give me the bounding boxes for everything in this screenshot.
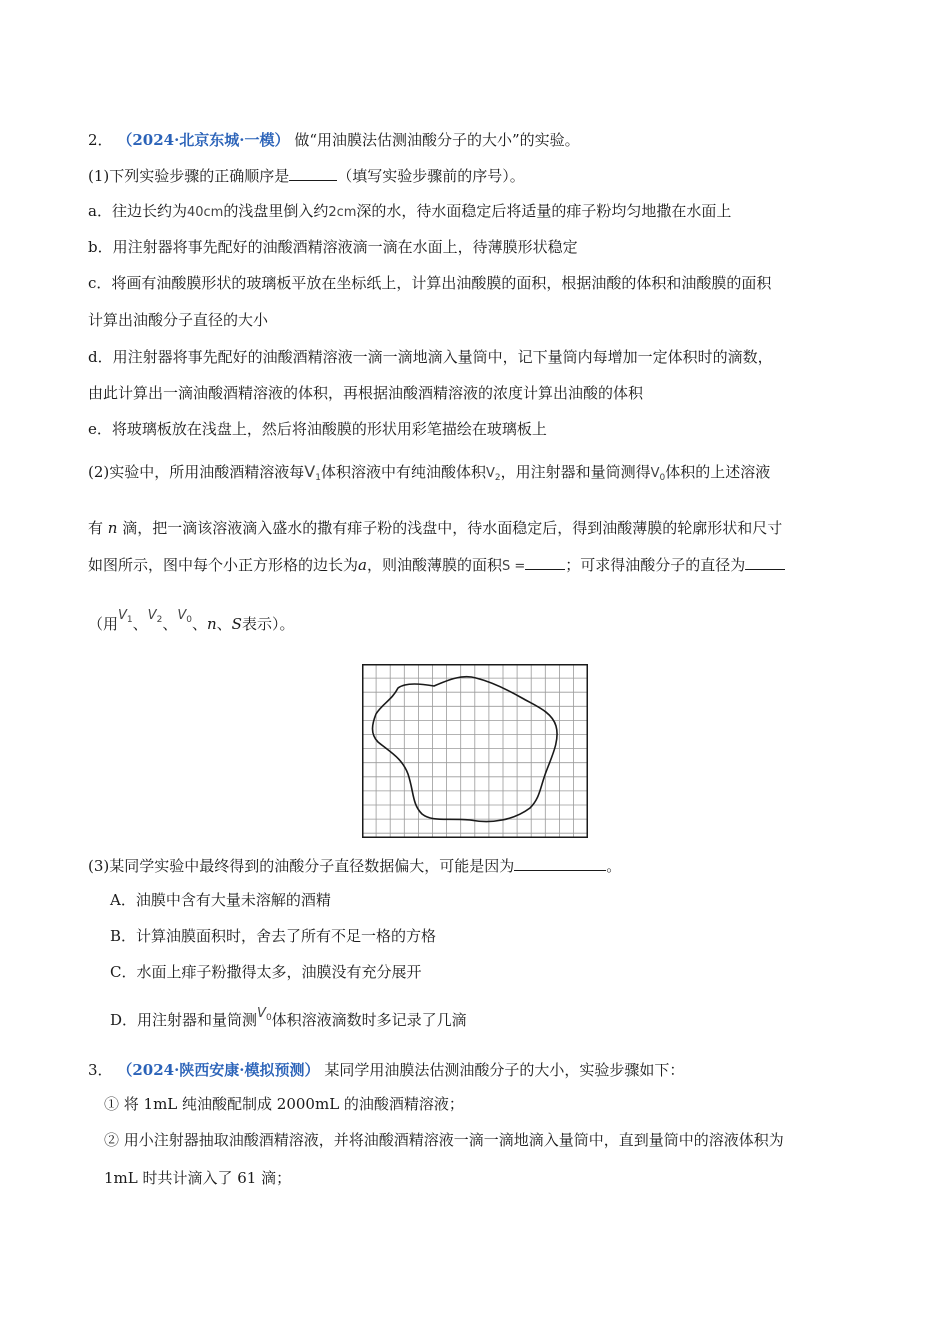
sep-4: 、 — [216, 615, 232, 633]
answer-blank-3 — [514, 856, 606, 871]
option-d — [110, 1006, 467, 1036]
q2-intro: 做“用油膜法估测油酸分子的大小”的实验。 — [294, 131, 580, 149]
step-e: e．将玻璃板放在浅盘上，然后将油酸膜的形状用彩笔描绘在玻璃板上 — [88, 420, 547, 438]
math-V2b: $V_2$ — [147, 608, 163, 625]
q2-part2-line2 — [88, 518, 782, 538]
answer-blank-1 — [289, 166, 337, 181]
math-V1: $V_1$ — [304, 462, 321, 483]
step-a-text-3: 深的水，待水面稳定后将适量的痱子粉均匀地撒在水面上 — [356, 202, 732, 220]
option-d-text-1: D．用注射器和量筒测 — [110, 1011, 258, 1029]
step-a-text-1: a．往边长约为 — [88, 202, 187, 220]
oil-film-grid-figure — [362, 664, 588, 842]
q2-part3 — [88, 856, 621, 876]
step-c-line2: 计算出油酸分子直径的大小 — [88, 311, 269, 329]
part3-text: (3)某同学实验中最终得到的油酸分子直径数据偏大，可能是因为 — [88, 857, 515, 875]
part1-text: (1)下列实验步骤的正确顺序是 — [88, 167, 290, 185]
answer-blank-diameter — [745, 555, 785, 570]
step-a-text-2: 的浅盘里倒入约 — [223, 202, 329, 220]
q3-header — [88, 1060, 684, 1080]
part2-text-2: 体积溶液中有纯油酸体积 — [320, 463, 486, 481]
q3-step2-line2: 1mL 时共计滴入了 61 滴； — [104, 1169, 292, 1187]
math-40cm: 40cm — [186, 205, 224, 220]
q2-source: （2024·北京东城·一模） — [117, 131, 290, 149]
grid-svg — [362, 664, 588, 838]
q2-part2-line4 — [88, 608, 295, 640]
step-c-line1: c．将画有油酸膜形状的玻璃板平放在坐标纸上，计算出油酸膜的面积，根据油酸的体积和油酸膜的面积 — [88, 274, 772, 292]
q2-number: 2． — [88, 131, 113, 149]
math-V1b: $V_1$ — [118, 608, 133, 625]
math-V0b: $V_0$ — [177, 608, 192, 625]
q2-part2-line1 — [88, 462, 770, 488]
q3-intro: 某同学用油膜法估测油酸分子的大小，实验步骤如下： — [324, 1061, 685, 1079]
sep-1: 、 — [132, 615, 148, 633]
q3-step2-line1: ② 用小注射器抽取油酸酒精溶液，并将油酸酒精溶液一滴一滴地滴入量筒中，直到量筒中的溶液体积为 — [104, 1131, 784, 1149]
q2-part1 — [88, 166, 525, 186]
math-V2: $V_2$ — [485, 466, 501, 483]
part2-text-4: 体积的上述溶液 — [665, 463, 771, 481]
step-a — [88, 201, 731, 223]
step-d-line1: d．用注射器将事先配好的油酸酒精溶液一滴一滴地滴入量筒中，记下量筒内每增加一定体积时的滴数， — [88, 348, 773, 366]
part2-text-9: ；可求得油酸分子的直径为 — [565, 556, 746, 574]
answer-blank-area — [525, 555, 565, 570]
step-d-line2: 由此计算出一滴油酸酒精溶液的体积，再根据油酸酒精溶液的浓度计算出油酸的体积 — [88, 384, 644, 402]
q3-number: 3． — [88, 1061, 113, 1079]
oil-film-outline — [373, 677, 558, 822]
var-n: n — [107, 519, 118, 537]
part3-end: 。 — [606, 857, 622, 875]
var-n-2: n — [206, 615, 217, 633]
part1-hint: （填写实验步骤前的序号）。 — [337, 167, 525, 185]
option-a: A．油膜中含有大量未溶解的酒精 — [110, 891, 331, 909]
var-a: a — [358, 556, 367, 574]
sep-2: 、 — [162, 615, 178, 633]
part2-text-3: ，用注射器和量筒测得 — [500, 463, 651, 481]
option-c: C．水面上痱子粉撒得太多，油膜没有充分展开 — [110, 963, 422, 981]
part2-text-8: ，则油酸薄膜的面积 — [366, 556, 502, 574]
var-S: S — [231, 615, 242, 633]
part2-text-6: 滴，把一滴该溶液滴入盛水的撒有痱子粉的浅盘中，待水面稳定后，得到油酸薄膜的轮廓形状和尺寸 — [122, 519, 783, 537]
math-V0c: $V_0$ — [257, 1006, 272, 1023]
q3-step1: ① 将 1mL 纯油酸配制成 2000mL 的油酸酒精溶液； — [104, 1095, 464, 1113]
part2-text-5: 有 — [88, 519, 104, 537]
part2-text-7: 如图所示，图中每个小正方形格的边长为 — [88, 556, 359, 574]
q2-part2-line3 — [88, 555, 785, 577]
math-2cm: 2cm — [328, 205, 357, 220]
step-b: b．用注射器将事先配好的油酸酒精溶液滴一滴在水面上，待薄膜形状稳定 — [88, 238, 578, 256]
q2-header — [88, 130, 580, 150]
q3-source: （2024·陕西安康·模拟预测） — [117, 1061, 320, 1079]
part2-text-10: （用 — [88, 615, 119, 633]
math-V0: $V_0$ — [650, 466, 666, 483]
sep-3: 、 — [191, 615, 207, 633]
option-d-text-2: 体积溶液滴数时多记录了几滴 — [271, 1011, 467, 1029]
part2-text-15: 表示）。 — [241, 615, 295, 633]
math-S: S = — [501, 559, 526, 574]
part2-text-1: (2)实验中，所用油酸酒精溶液每 — [88, 463, 305, 481]
option-b: B．计算油膜面积时，舍去了所有不足一格的方格 — [110, 927, 437, 945]
